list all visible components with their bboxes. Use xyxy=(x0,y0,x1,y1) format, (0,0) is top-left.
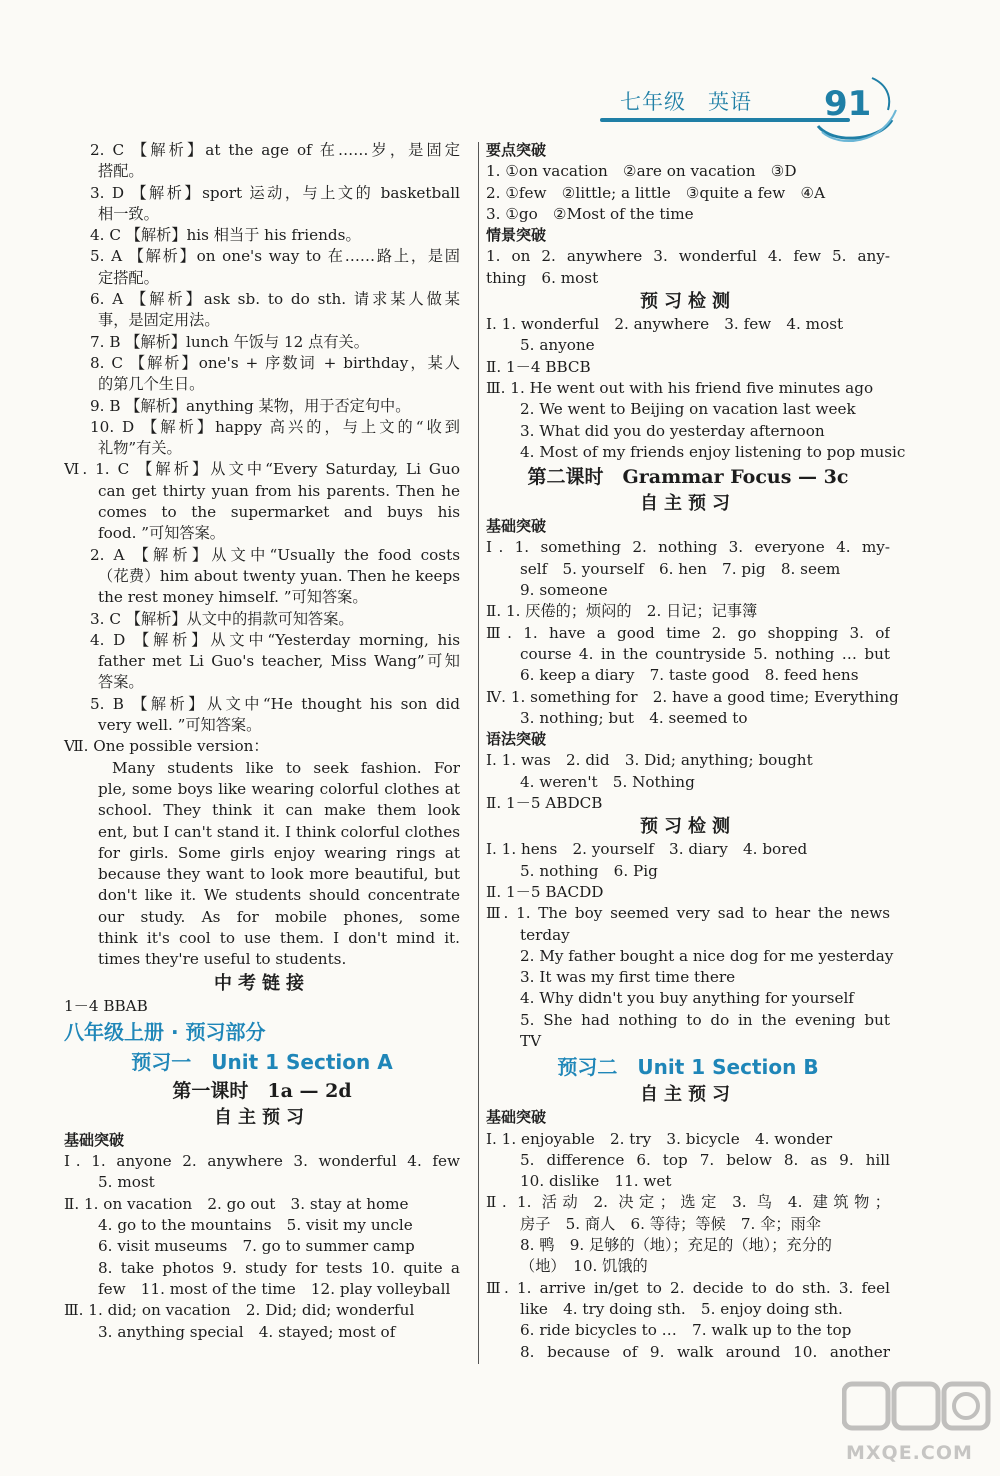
answer-line: 2. A 【解析】从文中“Usually the food costs xyxy=(90,545,460,564)
header-title xyxy=(620,86,774,116)
section-heading: 自主预习 xyxy=(214,1106,310,1128)
answer-line: 6. keep a diary 7. taste good 8. feed hens xyxy=(520,666,859,685)
answer-line: Ⅱ. 1. on vacation 2. go out 3. stay at home xyxy=(64,1194,409,1213)
answer-line: Ⅲ. 1. did; on vacation 2. Did; did; wonderful xyxy=(64,1301,415,1320)
answer-line: self 5. yourself 6. hen 7. pig 8. seem xyxy=(520,559,841,578)
answer-line: 2. C 【解析】at the age of 在……岁，是固定 xyxy=(90,141,460,159)
watermark xyxy=(842,1376,992,1468)
answer-line: 4. Why didn't you buy anything for yourself xyxy=(520,989,854,1008)
answer-line: Ⅲ. 1. The boy seemed very sad to hear the news xyxy=(486,904,890,923)
answer-line: 定搭配。 xyxy=(98,268,159,287)
answer-line: Ⅰ. 1. enjoyable 2. try 3. bicycle 4. wonder xyxy=(486,1129,833,1148)
section-label: 基础突破 xyxy=(486,517,547,536)
section-label: 情景突破 xyxy=(486,226,547,245)
section-heading: 预习检测 xyxy=(640,291,736,313)
answer-line: 3. anything special 4. stayed; most of xyxy=(98,1322,396,1341)
section-heading: 中考链接 xyxy=(214,972,310,994)
answer-line: for girls. Some girls enjoy wearing rings at xyxy=(98,843,460,862)
section-label: 基础突破 xyxy=(64,1130,125,1149)
answer-line: don't like it. We students should concentrate xyxy=(98,886,460,905)
answer-line: Ⅳ. 1. something for 2. have a good time; Everything xyxy=(486,687,899,706)
answer-line: 4. C 【解析】his 相当于 his friends。 xyxy=(90,226,361,245)
answer-line: Ⅱ. 1－4 BBCB xyxy=(486,357,591,376)
answer-line: 10. dislike 11. wet xyxy=(520,1172,672,1191)
answer-line: very well. ”可知答案。 xyxy=(98,716,262,735)
watermark-text: MXQE.COM xyxy=(846,1442,973,1464)
answer-line: 相一致。 xyxy=(98,204,159,223)
answer-line: 8. C 【解析】one's + 序数词 + birthday，某人 xyxy=(90,353,460,372)
part-title: 八年级上册 · 预习部分 xyxy=(64,1019,266,1044)
answer-line: ent, but I can't stand it. I think colorful clothes xyxy=(98,822,460,841)
answer-line: Ⅱ. 1. 活动 2. 决定；选定 3. 鸟 4. 建筑物； xyxy=(486,1193,890,1212)
answer-line: Ⅱ. 1. 厌倦的；烦闷的 2. 日记；记事簿 xyxy=(486,602,758,621)
answer-line: 4. Most of my friends enjoy listening to pop music xyxy=(520,442,906,461)
answer-line: Ⅱ. 1－5 BACDD xyxy=(486,882,604,901)
answer-line: terday xyxy=(520,925,570,944)
answer-line: 1－4 BBAB xyxy=(64,996,148,1015)
answer-line: Ⅰ. 1. was 2. did 3. Did; anything; bought xyxy=(486,751,813,770)
answer-line: 4. weren't 5. Nothing xyxy=(520,772,695,791)
answer-line: 8. 鸭 9. 足够的（地）；充足的（地）；充分的 xyxy=(520,1236,832,1255)
answer-line: can get thirty yuan from his parents. Then he xyxy=(98,481,460,500)
answer-line: （花费）him about twenty yuan. Then he keeps xyxy=(98,566,460,585)
answer-line: 答案。 xyxy=(98,673,144,692)
right-column xyxy=(486,140,906,1363)
answer-line: 4. D 【解析】从文中“Yesterday morning, his xyxy=(90,630,460,649)
section-heading: 自主预习 xyxy=(640,1084,736,1106)
answer-line: （地） 10. 饥饿的 xyxy=(520,1257,648,1276)
answer-line: think it's cool to use them. I don't mind it. xyxy=(98,928,460,947)
answer-line: 事，是固定用法。 xyxy=(98,311,220,330)
answer-line: Ⅰ. 1. hens 2. yourself 3. diary 4. bored xyxy=(486,840,808,859)
subject-label: 英语 xyxy=(708,90,752,114)
unit-title: 预习一 Unit 1 Section A xyxy=(131,1049,393,1074)
answer-line: 5. anyone xyxy=(520,336,595,355)
watermark-logo-icon xyxy=(842,1376,992,1446)
answer-line: course 4. in the countryside 5. nothing … but xyxy=(520,644,890,663)
answer-line: 3. What did you do yesterday afternoon xyxy=(520,421,825,440)
answer-line: Ⅰ. 1. something 2. nothing 3. everyone 4. my- xyxy=(486,538,890,557)
answer-line: 5. difference 6. top 7. below 8. as 9. hill xyxy=(520,1150,890,1169)
answer-line: 5. A 【解析】on one's way to 在……路上，是固 xyxy=(90,247,460,266)
answer-line: 房子 5. 商人 6. 等待；等候 7. 伞；雨伞 xyxy=(520,1214,821,1233)
answer-line: Ⅲ. 1. have a good time 2. go shopping 3. of xyxy=(486,623,890,642)
answer-line: the rest money himself. ”可知答案。 xyxy=(98,588,368,607)
answer-line: Ⅵ. 1. C 【解析】从文中“Every Saturday, Li Guo xyxy=(64,460,460,479)
answer-line: 5. She had nothing to do in the evening but xyxy=(520,1010,890,1029)
answer-line: Ⅲ. 1. He went out with his friend five minutes ago xyxy=(486,378,874,397)
answer-line: 2. We went to Beijing on vacation last week xyxy=(520,400,856,419)
answer-line: comes to the supermarket and buys his xyxy=(98,503,460,522)
section-heading: 预习检测 xyxy=(640,816,736,838)
answer-line: Ⅱ. 1－5 ABDCB xyxy=(486,794,603,813)
answer-line: 6. visit museums 7. go to summer camp xyxy=(98,1237,415,1256)
answer-line: 7. B 【解析】lunch 午饭与 12 点有关。 xyxy=(90,332,369,351)
answer-line: ple, some boys like wearing colorful clothes at xyxy=(98,779,460,798)
lesson-title: 第二课时 Grammar Focus — 3c xyxy=(527,466,849,489)
answer-line: times they're useful to students. xyxy=(98,950,347,969)
answer-line: 3. ①go ②Most of the time xyxy=(486,204,694,223)
answer-line: Many students like to seek fashion. For xyxy=(112,758,460,777)
answer-line: thing 6. most xyxy=(486,268,599,287)
answer-line: 4. go to the mountains 5. visit my uncle xyxy=(98,1216,413,1235)
section-label: 要点突破 xyxy=(486,141,547,159)
answer-line: 1. on 2. anywhere 3. wonderful 4. few 5. any- xyxy=(486,247,890,266)
answer-line: Ⅰ. 1. wonderful 2. anywhere 3. few 4. most xyxy=(486,315,844,334)
answer-line: 5. most xyxy=(98,1173,155,1192)
answer-line: 10. D 【解析】happy 高兴的，与上文的“收到 xyxy=(90,417,460,436)
answer-line: 6. A 【解析】ask sb. to do sth. 请求某人做某 xyxy=(90,290,460,309)
answer-line: TV xyxy=(520,1031,542,1050)
column-divider xyxy=(478,142,479,1364)
section-label: 基础突破 xyxy=(486,1108,547,1127)
answer-line: 3. D 【解析】sport 运动，与上文的 basketball xyxy=(90,183,460,202)
section-label: 语法突破 xyxy=(486,730,547,749)
lesson-title: 第一课时 1a — 2d xyxy=(172,1079,352,1102)
answer-line: 6. ride bicycles to … 7. walk up to the top xyxy=(520,1321,852,1340)
answer-line: like 4. try doing sth. 5. enjoy doing sth. xyxy=(520,1299,843,1318)
answer-line: 3. nothing; but 4. seemed to xyxy=(520,708,748,727)
unit-title: 预习二 Unit 1 Section B xyxy=(557,1055,819,1080)
answer-line: 搭配。 xyxy=(98,162,144,181)
answer-line: our study. As for mobile phones, some xyxy=(98,907,460,926)
answer-line: 5. nothing 6. Pig xyxy=(520,861,658,880)
section-heading: 自主预习 xyxy=(640,493,736,515)
answer-line: 3. C 【解析】从文中的捐款可知答案。 xyxy=(90,609,354,628)
answer-line: 3. It was my first time there xyxy=(520,968,736,987)
left-column xyxy=(64,140,460,1343)
answer-line: 8. because of 9. walk around 10. another xyxy=(520,1342,890,1361)
answer-line: 礼物”有关。 xyxy=(98,439,182,458)
answer-line: 2. ①few ②little; a little ③quite a few ④A xyxy=(486,183,826,202)
answer-line: Ⅰ. 1. anyone 2. anywhere 3. wonderful 4. few xyxy=(64,1152,460,1171)
answer-line: 2. My father bought a nice dog for me yesterday xyxy=(520,946,894,965)
answer-line: school. They think it can make them look xyxy=(98,801,460,820)
answer-line: 9. B 【解析】anything 某物，用于否定句中。 xyxy=(90,396,411,415)
answer-line: food. ”可知答案。 xyxy=(98,524,225,543)
answer-line: because they want to look more beautiful, but xyxy=(98,865,460,884)
answer-line: 8. take photos 9. study for tests 10. quite a xyxy=(98,1258,460,1277)
page-number-badge xyxy=(812,70,898,144)
answer-line: few 11. most of the time 12. play volleyball xyxy=(98,1279,451,1298)
answer-line: 1. ①on vacation ②are on vacation ③D xyxy=(486,162,797,181)
grade-label: 七年级 xyxy=(620,90,686,114)
page-number: 91 xyxy=(824,84,872,124)
answer-line: 5. B 【解析】从文中“He thought his son did xyxy=(90,694,460,713)
answer-line: Ⅲ. 1. arrive in/get to 2. decide to do sth. 3. feel xyxy=(486,1278,890,1297)
answer-line: father met Li Guo's teacher, Miss Wang”可知 xyxy=(98,652,460,671)
page-header xyxy=(0,0,1000,140)
answer-line: Ⅶ. One possible version： xyxy=(64,737,269,756)
answer-line: 9. someone xyxy=(520,581,608,600)
answer-line: 的第几个生日。 xyxy=(98,375,205,394)
